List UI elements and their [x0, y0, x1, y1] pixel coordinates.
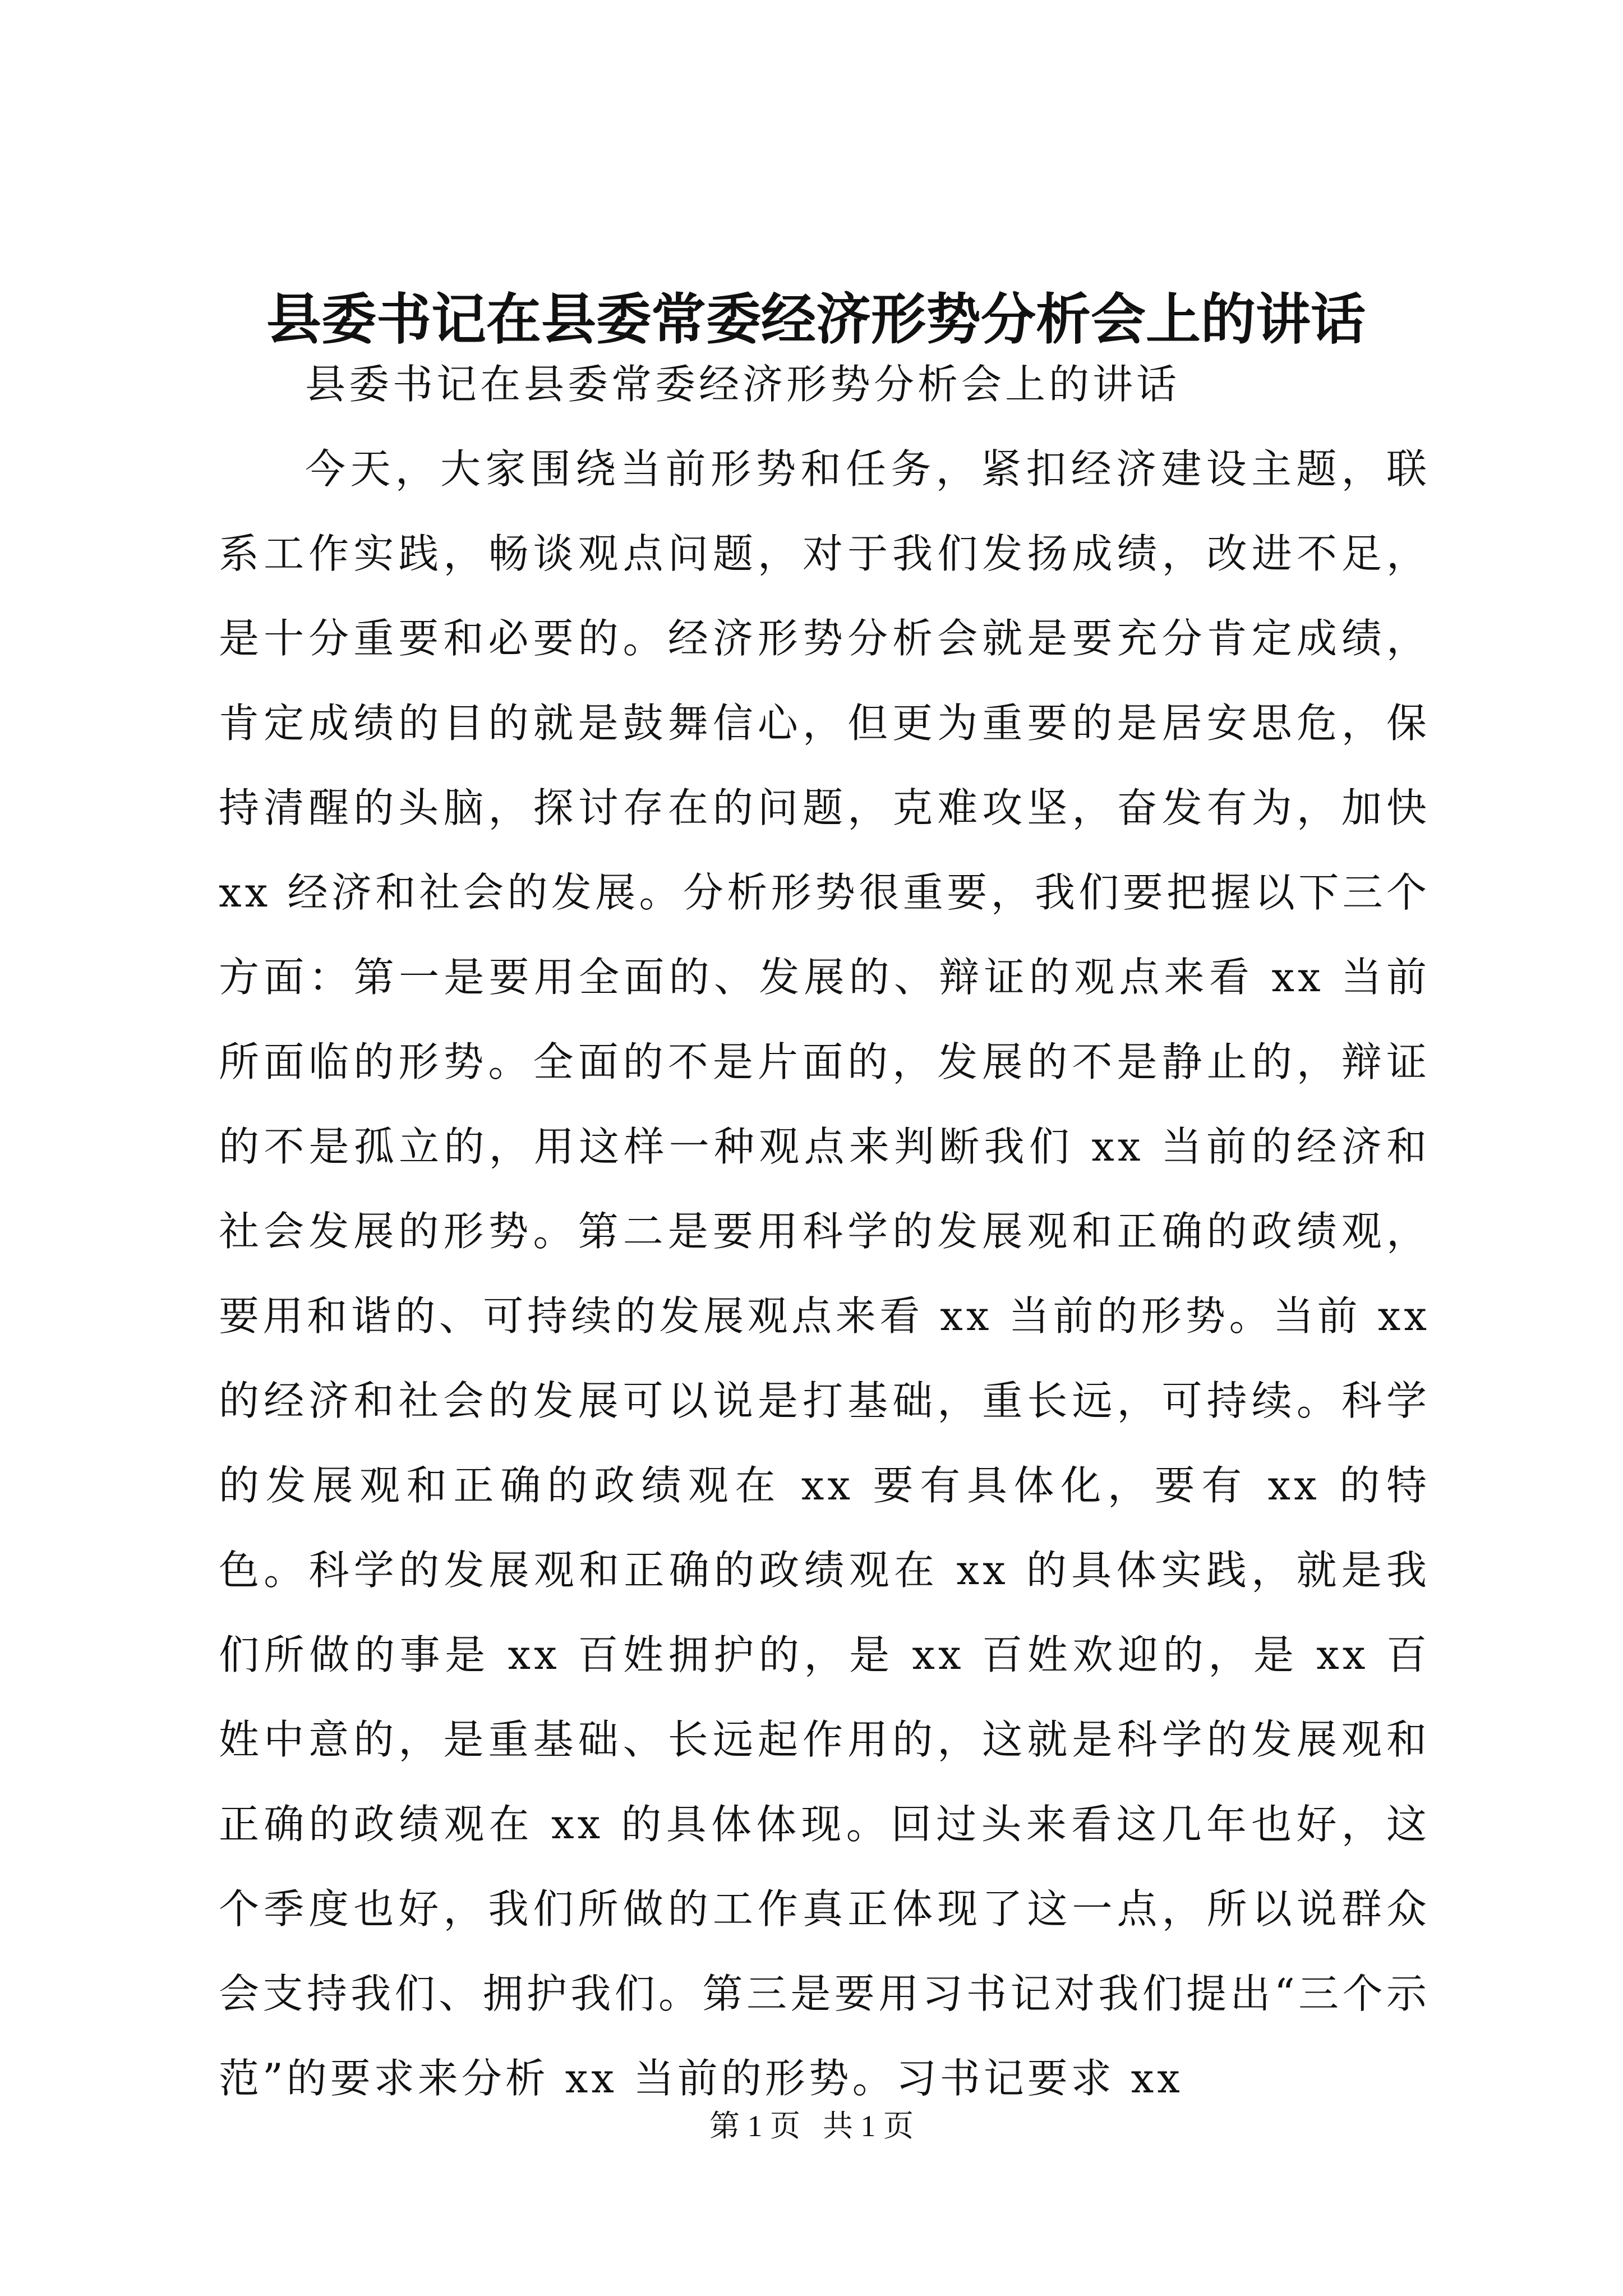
document-title: 县委书记在县委常委经济形势分析会上的讲话 — [266, 287, 1366, 352]
document-body — [219, 342, 1430, 2121]
body-paragraph: 今天，大家围绕当前形势和任务，紧扣经济建设主题，联系工作实践，畅谈观点问题，对于我们发扬成绩，改进不足，是十分重要和必要的。经济形势分析会就是要充分肯定成绩，肯定成绩的目的就是鼓舞信心，但更为重要的是居安思危，保持清醒的头脑，探讨存在的问题，克难攻坚，奋发有为，加快 xx 经济和社会的发展。分析形势很重要，我们要把握以下三个方面：第一是要用全面的、发展的、辩证的观点来看 xx 当前所面临的形势。全面的不是片面的，发展的不是静止的，辩证的不是孤立的，用这样一种观点来判断我们 xx 当前的经济和社会发展的形势。第二是要用科学的发展观和正确的政绩观，要用和谐的、可持续的发展观点来看 xx 当前的形势。当前 xx 的经济和社会的发展可以说是打基础，重长远，可持续。科学的发展观和正确的政绩观在 xx 要有具体化，要有 xx 的特色。科学的发展观和正确的政绩观在 xx 的具体实践，就是我们所做的事是 xx 百姓拥护的，是 xx 百姓欢迎的，是 xx 百姓中意的，是重基础、长远起作用的，这就是科学的发展观和正确的政绩观在 xx 的具体体现。回过头来看这几年也好，这个季度也好，我们所做的工作真正体现了这一点，所以说群众会支持我们、拥护我们。第三是要用习书记对我们提出“三个示范”的要求来分析 xx 当前的形势。习书记要求 xx — [219, 445, 1430, 2102]
page-number: 第 1 页 — [709, 2109, 800, 2143]
page-total: 共 1 页 — [823, 2109, 914, 2143]
subtitle-paragraph: 县委书记在县委常委经济形势分析会上的讲话 — [305, 361, 1181, 408]
page-footer — [0, 2104, 1623, 2148]
